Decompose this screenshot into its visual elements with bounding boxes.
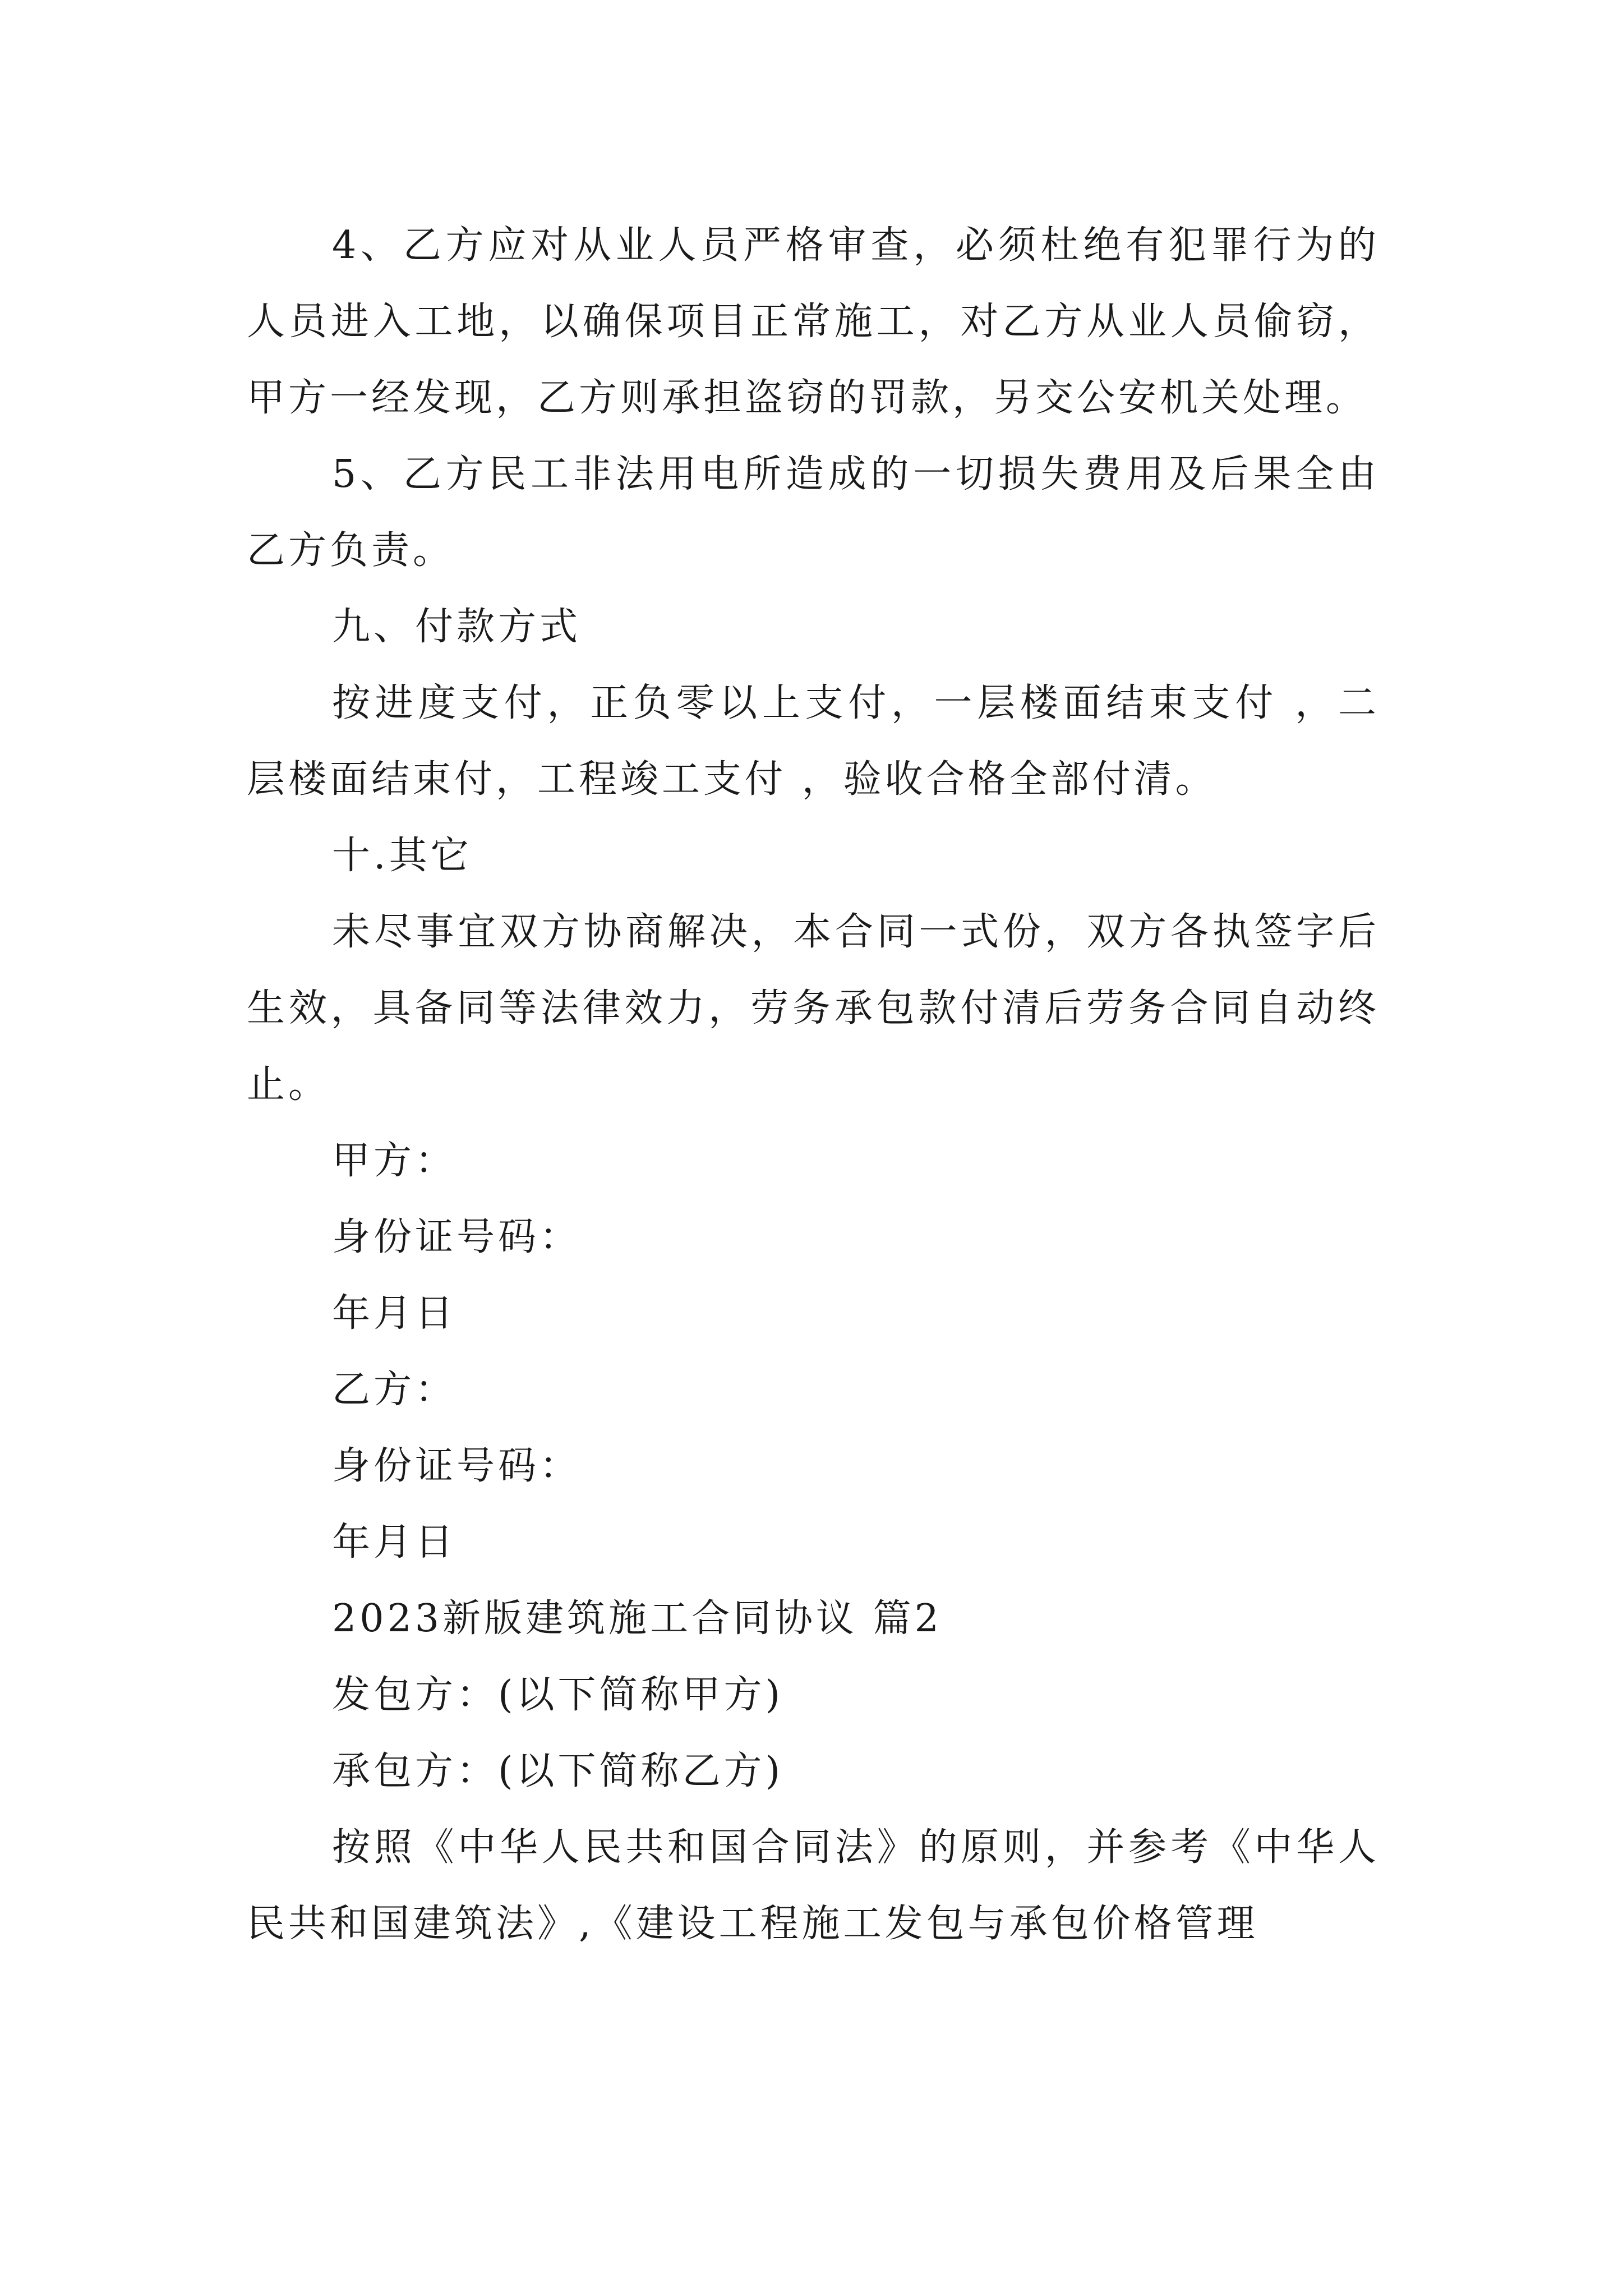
signature-party-a: 甲方： (332, 1139, 457, 1183)
paragraph-clause-5: 5、乙方民工非法用电所造成的一切损失费用及后果全由乙方负责。 (247, 452, 1380, 573)
signature-party-a-date: 年月日 (332, 1291, 457, 1336)
section-title-part-2: 2023新版建筑施工合同协议 篇2 (332, 1596, 942, 1641)
section-heading-other: 十.其它 (332, 834, 472, 878)
signature-party-b-date: 年月日 (332, 1520, 457, 1565)
document-body (247, 208, 1380, 1962)
party-contractor-line: 承包方：(以下简称乙方) (332, 1749, 784, 1793)
party-employer-line: 发包方：(以下简称甲方) (332, 1673, 784, 1717)
signature-party-a-id: 身份证号码： (332, 1215, 582, 1259)
paragraph-clause-4: 4、乙方应对从业人员严格审查，必须杜绝有犯罪行为的人员进入工地，以确保项目正常施工，对乙方从业人员偷窃，甲方一经发现，乙方则承担盗窃的罚款，另交公安机关处理。 (247, 223, 1380, 420)
paragraph-payment-terms: 按进度支付，正负零以上支付，一层楼面结束支付 ，二层楼面结束付，工程竣工支付 ，验收合格全部付清。 (247, 681, 1380, 802)
paragraph-legal-basis: 按照《中华人民共和国合同法》的原则，并参考《中华人民共和国建筑法》,《建设工程施工发包与承包价格管理 (247, 1825, 1380, 1946)
section-heading-payment: 九、付款方式 (332, 605, 582, 649)
signature-party-b: 乙方： (332, 1368, 457, 1412)
signature-party-b-id: 身份证号码： (332, 1444, 582, 1488)
paragraph-other-terms: 未尽事宜双方协商解决，本合同一式份，双方各执签字后生效，具备同等法律效力，劳务承包款付清后劳务合同自动终止。 (247, 910, 1380, 1107)
